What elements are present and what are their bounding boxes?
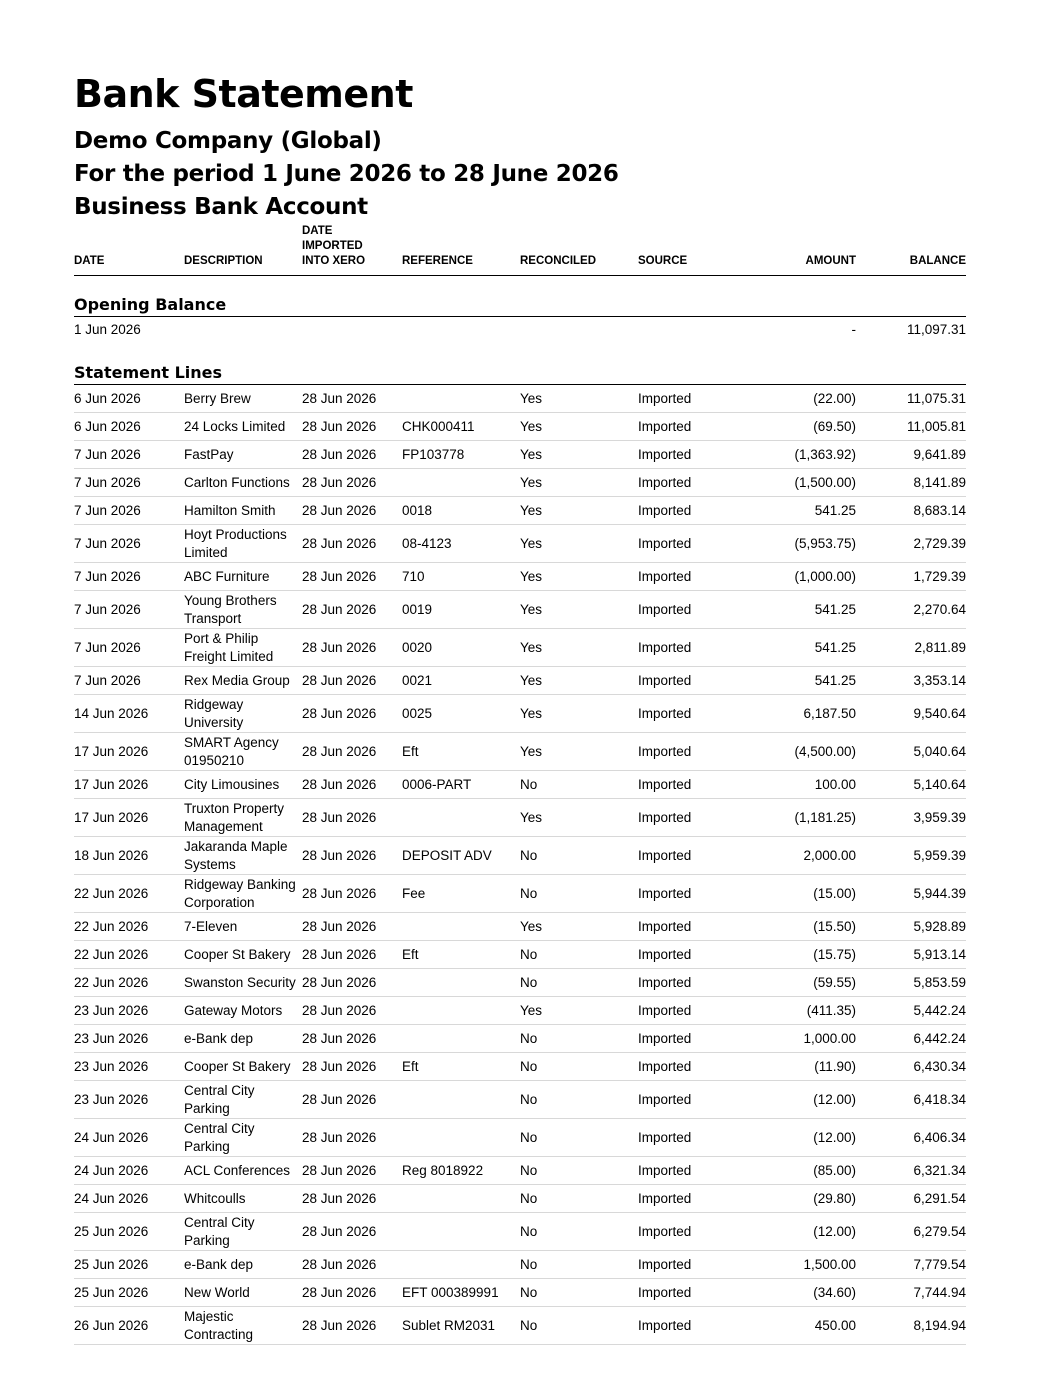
- line-reference: [402, 969, 520, 997]
- line-description: Cooper St Bakery: [184, 941, 302, 969]
- account-name: Business Bank Account: [74, 194, 368, 220]
- line-amount: (1,363.92): [738, 441, 856, 469]
- line-reconciled: Yes: [520, 563, 638, 591]
- line-amount: (5,953.75): [738, 525, 856, 563]
- table-row: [74, 1185, 966, 1213]
- line-reconciled: No: [520, 837, 638, 875]
- line-reference: [402, 1213, 520, 1251]
- line-source: Imported: [638, 997, 738, 1025]
- table-row: [74, 563, 966, 591]
- line-source: Imported: [638, 413, 738, 441]
- col-imported: DATE IMPORTED INTO XERO: [302, 225, 366, 267]
- line-description: Young Brothers Transport: [184, 591, 302, 629]
- line-source: Imported: [638, 591, 738, 629]
- line-balance: 6,279.54: [856, 1213, 966, 1251]
- line-reconciled: No: [520, 1025, 638, 1053]
- line-source: Imported: [638, 941, 738, 969]
- line-reference: DEPOSIT ADV: [402, 837, 520, 875]
- line-reconciled: Yes: [520, 913, 638, 941]
- line-reconciled: No: [520, 1185, 638, 1213]
- line-date: 25 Jun 2026: [74, 1279, 184, 1307]
- line-imported: 28 Jun 2026: [302, 1307, 402, 1345]
- line-imported: 28 Jun 2026: [302, 1185, 402, 1213]
- line-description: Ridgeway University: [184, 695, 302, 733]
- line-balance: 3,959.39: [856, 799, 966, 837]
- table-row: [74, 1081, 966, 1119]
- line-date: 14 Jun 2026: [74, 695, 184, 733]
- line-source: Imported: [638, 629, 738, 667]
- line-imported: 28 Jun 2026: [302, 1213, 402, 1251]
- line-reconciled: Yes: [520, 667, 638, 695]
- line-source: Imported: [638, 1081, 738, 1119]
- line-imported: 28 Jun 2026: [302, 799, 402, 837]
- line-balance: 11,075.31: [856, 385, 966, 413]
- line-source: Imported: [638, 695, 738, 733]
- line-date: 25 Jun 2026: [74, 1251, 184, 1279]
- line-description: Central City Parking: [184, 1081, 302, 1119]
- col-reference: REFERENCE: [402, 255, 473, 267]
- line-reconciled: No: [520, 1307, 638, 1345]
- line-amount: 541.25: [738, 629, 856, 667]
- line-reference: [402, 1119, 520, 1157]
- line-amount: 1,500.00: [738, 1251, 856, 1279]
- line-source: Imported: [638, 1251, 738, 1279]
- line-reconciled: Yes: [520, 441, 638, 469]
- line-reference: Fee: [402, 875, 520, 913]
- table-row: [74, 667, 966, 695]
- table-row: [74, 771, 966, 799]
- line-amount: (1,500.00): [738, 469, 856, 497]
- line-reconciled: No: [520, 1157, 638, 1185]
- line-amount: (12.00): [738, 1213, 856, 1251]
- line-reference: 0025: [402, 695, 520, 733]
- line-imported: 28 Jun 2026: [302, 441, 402, 469]
- line-date: 7 Jun 2026: [74, 667, 184, 695]
- col-source: SOURCE: [638, 255, 688, 267]
- line-source: Imported: [638, 913, 738, 941]
- line-amount: 541.25: [738, 591, 856, 629]
- line-balance: 5,853.59: [856, 969, 966, 997]
- table-row: [74, 591, 966, 629]
- line-date: 26 Jun 2026: [74, 1307, 184, 1345]
- line-balance: 5,959.39: [856, 837, 966, 875]
- line-amount: (59.55): [738, 969, 856, 997]
- line-date: 23 Jun 2026: [74, 1053, 184, 1081]
- line-balance: 1,729.39: [856, 563, 966, 591]
- line-reconciled: Yes: [520, 629, 638, 667]
- table-row: [74, 969, 966, 997]
- line-imported: 28 Jun 2026: [302, 497, 402, 525]
- line-date: 6 Jun 2026: [74, 385, 184, 413]
- line-amount: (85.00): [738, 1157, 856, 1185]
- line-imported: 28 Jun 2026: [302, 413, 402, 441]
- line-reconciled: No: [520, 941, 638, 969]
- line-reference: Sublet RM2031: [402, 1307, 520, 1345]
- line-balance: 9,641.89: [856, 441, 966, 469]
- line-date: 6 Jun 2026: [74, 413, 184, 441]
- line-imported: 28 Jun 2026: [302, 695, 402, 733]
- line-imported: 28 Jun 2026: [302, 1157, 402, 1185]
- line-description: Majestic Contracting: [184, 1307, 302, 1345]
- line-date: 23 Jun 2026: [74, 1081, 184, 1119]
- line-date: 7 Jun 2026: [74, 497, 184, 525]
- table-row: [74, 1279, 966, 1307]
- line-description: Truxton Property Management: [184, 799, 302, 837]
- line-amount: (4,500.00): [738, 733, 856, 771]
- line-source: Imported: [638, 1119, 738, 1157]
- line-source: Imported: [638, 1213, 738, 1251]
- line-source: Imported: [638, 875, 738, 913]
- statement-lines-heading: Statement Lines: [74, 343, 966, 385]
- line-imported: 28 Jun 2026: [302, 1251, 402, 1279]
- table-row: [74, 1025, 966, 1053]
- table-row: [74, 1213, 966, 1251]
- line-amount: 1,000.00: [738, 1025, 856, 1053]
- col-description: DESCRIPTION: [184, 255, 263, 267]
- line-source: Imported: [638, 771, 738, 799]
- line-balance: 5,928.89: [856, 913, 966, 941]
- col-amount: AMOUNT: [805, 255, 856, 267]
- line-amount: (1,000.00): [738, 563, 856, 591]
- line-reference: Reg 8018922: [402, 1157, 520, 1185]
- line-reference: [402, 1251, 520, 1279]
- line-reconciled: No: [520, 875, 638, 913]
- line-date: 7 Jun 2026: [74, 441, 184, 469]
- line-amount: (11.90): [738, 1053, 856, 1081]
- table-row: [74, 1251, 966, 1279]
- line-source: Imported: [638, 497, 738, 525]
- line-imported: 28 Jun 2026: [302, 733, 402, 771]
- table-row: [74, 1119, 966, 1157]
- opening-date: 1 Jun 2026: [74, 322, 141, 338]
- line-source: Imported: [638, 563, 738, 591]
- line-date: 25 Jun 2026: [74, 1213, 184, 1251]
- table-row: [74, 413, 966, 441]
- line-imported: 28 Jun 2026: [302, 1025, 402, 1053]
- line-date: 24 Jun 2026: [74, 1157, 184, 1185]
- line-reference: [402, 1025, 520, 1053]
- col-balance: BALANCE: [909, 255, 966, 267]
- line-reconciled: No: [520, 771, 638, 799]
- line-imported: 28 Jun 2026: [302, 1119, 402, 1157]
- line-reconciled: Yes: [520, 799, 638, 837]
- line-amount: 100.00: [738, 771, 856, 799]
- line-amount: (69.50): [738, 413, 856, 441]
- line-imported: 28 Jun 2026: [302, 875, 402, 913]
- line-balance: 2,811.89: [856, 629, 966, 667]
- report-subtitle: [74, 125, 966, 224]
- table-row: [74, 469, 966, 497]
- line-reconciled: No: [520, 1081, 638, 1119]
- line-balance: 6,418.34: [856, 1081, 966, 1119]
- line-reference: 08-4123: [402, 525, 520, 563]
- statement-table: [74, 224, 966, 1345]
- line-description: City Limousines: [184, 771, 302, 799]
- line-amount: 541.25: [738, 497, 856, 525]
- line-description: Port & Philip Freight Limited: [184, 629, 302, 667]
- table-row: [74, 875, 966, 913]
- line-imported: 28 Jun 2026: [302, 1053, 402, 1081]
- line-description: Gateway Motors: [184, 997, 302, 1025]
- line-description: Carlton Functions: [184, 469, 302, 497]
- line-amount: 541.25: [738, 667, 856, 695]
- line-description: Hamilton Smith: [184, 497, 302, 525]
- line-balance: 8,141.89: [856, 469, 966, 497]
- line-date: 24 Jun 2026: [74, 1185, 184, 1213]
- line-amount: (12.00): [738, 1081, 856, 1119]
- table-row: [74, 799, 966, 837]
- line-source: Imported: [638, 441, 738, 469]
- line-reconciled: No: [520, 1119, 638, 1157]
- col-reconciled: RECONCILED: [520, 255, 597, 267]
- line-description: ACL Conferences: [184, 1157, 302, 1185]
- line-balance: 5,913.14: [856, 941, 966, 969]
- page-title: Bank Statement: [74, 72, 413, 116]
- table-header: [74, 224, 966, 276]
- line-source: Imported: [638, 1025, 738, 1053]
- table-row: [74, 1307, 966, 1345]
- line-balance: 5,040.64: [856, 733, 966, 771]
- line-description: Central City Parking: [184, 1213, 302, 1251]
- line-reconciled: No: [520, 1251, 638, 1279]
- line-reference: [402, 1081, 520, 1119]
- line-reference: Eft: [402, 733, 520, 771]
- line-reconciled: Yes: [520, 525, 638, 563]
- line-reconciled: Yes: [520, 733, 638, 771]
- table-row: [74, 441, 966, 469]
- line-imported: 28 Jun 2026: [302, 771, 402, 799]
- line-balance: 6,321.34: [856, 1157, 966, 1185]
- line-balance: 6,291.54: [856, 1185, 966, 1213]
- line-date: 18 Jun 2026: [74, 837, 184, 875]
- line-amount: (15.50): [738, 913, 856, 941]
- line-description: Berry Brew: [184, 385, 302, 413]
- line-balance: 8,683.14: [856, 497, 966, 525]
- line-reconciled: Yes: [520, 591, 638, 629]
- line-source: Imported: [638, 1185, 738, 1213]
- line-balance: 6,430.34: [856, 1053, 966, 1081]
- line-imported: 28 Jun 2026: [302, 525, 402, 563]
- line-description: SMART Agency 01950210: [184, 733, 302, 771]
- line-reconciled: No: [520, 1279, 638, 1307]
- line-reconciled: No: [520, 1053, 638, 1081]
- line-balance: 7,744.94: [856, 1279, 966, 1307]
- line-imported: 28 Jun 2026: [302, 563, 402, 591]
- line-date: 7 Jun 2026: [74, 469, 184, 497]
- line-date: 7 Jun 2026: [74, 591, 184, 629]
- table-row: [74, 997, 966, 1025]
- opening-balance: 11,097.31: [906, 322, 966, 338]
- line-reference: CHK000411: [402, 413, 520, 441]
- line-imported: 28 Jun 2026: [302, 469, 402, 497]
- line-description: e-Bank dep: [184, 1251, 302, 1279]
- line-description: Hoyt Productions Limited: [184, 525, 302, 563]
- line-source: Imported: [638, 837, 738, 875]
- line-date: 22 Jun 2026: [74, 913, 184, 941]
- line-date: 17 Jun 2026: [74, 733, 184, 771]
- line-reference: 0019: [402, 591, 520, 629]
- line-source: Imported: [638, 1157, 738, 1185]
- line-balance: 6,442.24: [856, 1025, 966, 1053]
- line-amount: 450.00: [738, 1307, 856, 1345]
- line-description: e-Bank dep: [184, 1025, 302, 1053]
- line-imported: 28 Jun 2026: [302, 591, 402, 629]
- line-source: Imported: [638, 1307, 738, 1345]
- line-reference: 0018: [402, 497, 520, 525]
- table-row: [74, 941, 966, 969]
- line-description: 7-Eleven: [184, 913, 302, 941]
- line-balance: 2,729.39: [856, 525, 966, 563]
- line-reference: [402, 997, 520, 1025]
- line-date: 24 Jun 2026: [74, 1119, 184, 1157]
- line-source: Imported: [638, 799, 738, 837]
- line-amount: (1,181.25): [738, 799, 856, 837]
- line-description: Central City Parking: [184, 1119, 302, 1157]
- line-balance: 5,140.64: [856, 771, 966, 799]
- table-row: [74, 695, 966, 733]
- table-row: [74, 1157, 966, 1185]
- report-period: For the period 1 June 2026 to 28 June 2026: [74, 161, 619, 187]
- table-row: [74, 497, 966, 525]
- line-reference: [402, 913, 520, 941]
- table-row: [74, 837, 966, 875]
- line-description: Swanston Security: [184, 969, 302, 997]
- line-source: Imported: [638, 1279, 738, 1307]
- line-amount: (15.75): [738, 941, 856, 969]
- line-amount: (12.00): [738, 1119, 856, 1157]
- opening-balance-row: [74, 317, 966, 344]
- line-imported: 28 Jun 2026: [302, 941, 402, 969]
- line-imported: 28 Jun 2026: [302, 667, 402, 695]
- line-balance: 9,540.64: [856, 695, 966, 733]
- line-date: 7 Jun 2026: [74, 563, 184, 591]
- line-reconciled: Yes: [520, 385, 638, 413]
- line-reconciled: Yes: [520, 469, 638, 497]
- line-description: 24 Locks Limited: [184, 413, 302, 441]
- col-date: DATE: [74, 255, 105, 267]
- line-source: Imported: [638, 1053, 738, 1081]
- line-reference: [402, 469, 520, 497]
- line-balance: 7,779.54: [856, 1251, 966, 1279]
- line-reconciled: Yes: [520, 997, 638, 1025]
- line-reference: Eft: [402, 941, 520, 969]
- line-reference: 0020: [402, 629, 520, 667]
- line-description: FastPay: [184, 441, 302, 469]
- line-date: 17 Jun 2026: [74, 799, 184, 837]
- table-row: [74, 385, 966, 413]
- line-imported: 28 Jun 2026: [302, 1081, 402, 1119]
- line-reference: [402, 799, 520, 837]
- line-description: New World: [184, 1279, 302, 1307]
- line-imported: 28 Jun 2026: [302, 1279, 402, 1307]
- line-amount: (15.00): [738, 875, 856, 913]
- line-imported: 28 Jun 2026: [302, 913, 402, 941]
- line-date: 7 Jun 2026: [74, 525, 184, 563]
- line-balance: 8,194.94: [856, 1307, 966, 1345]
- line-reconciled: Yes: [520, 497, 638, 525]
- line-reconciled: Yes: [520, 695, 638, 733]
- line-source: Imported: [638, 733, 738, 771]
- line-reference: [402, 385, 520, 413]
- line-source: Imported: [638, 667, 738, 695]
- line-balance: 6,406.34: [856, 1119, 966, 1157]
- line-amount: (411.35): [738, 997, 856, 1025]
- line-date: 22 Jun 2026: [74, 969, 184, 997]
- table-row: [74, 629, 966, 667]
- line-amount: (34.60): [738, 1279, 856, 1307]
- line-balance: 11,005.81: [856, 413, 966, 441]
- line-amount: 6,187.50: [738, 695, 856, 733]
- line-reference: 0006-PART: [402, 771, 520, 799]
- line-description: ABC Furniture: [184, 563, 302, 591]
- line-reference: FP103778: [402, 441, 520, 469]
- line-source: Imported: [638, 525, 738, 563]
- line-date: 22 Jun 2026: [74, 875, 184, 913]
- line-amount: (22.00): [738, 385, 856, 413]
- line-description: Whitcoulls: [184, 1185, 302, 1213]
- line-reference: 710: [402, 563, 520, 591]
- line-imported: 28 Jun 2026: [302, 385, 402, 413]
- line-description: Cooper St Bakery: [184, 1053, 302, 1081]
- table-row: [74, 525, 966, 563]
- line-balance: 3,353.14: [856, 667, 966, 695]
- line-reconciled: Yes: [520, 413, 638, 441]
- line-reconciled: No: [520, 1213, 638, 1251]
- line-source: Imported: [638, 969, 738, 997]
- line-imported: 28 Jun 2026: [302, 837, 402, 875]
- line-balance: 5,944.39: [856, 875, 966, 913]
- line-source: Imported: [638, 469, 738, 497]
- line-imported: 28 Jun 2026: [302, 969, 402, 997]
- opening-balance-heading: Opening Balance: [74, 276, 966, 317]
- line-description: Ridgeway Banking Corporation: [184, 875, 302, 913]
- line-reference: 0021: [402, 667, 520, 695]
- line-reference: EFT 000389991: [402, 1279, 520, 1307]
- line-amount: (29.80): [738, 1185, 856, 1213]
- table-row: [74, 733, 966, 771]
- table-row: [74, 1053, 966, 1081]
- line-imported: 28 Jun 2026: [302, 997, 402, 1025]
- line-reconciled: No: [520, 969, 638, 997]
- line-date: 17 Jun 2026: [74, 771, 184, 799]
- line-imported: 28 Jun 2026: [302, 629, 402, 667]
- line-date: 22 Jun 2026: [74, 941, 184, 969]
- line-reference: [402, 1185, 520, 1213]
- line-balance: 2,270.64: [856, 591, 966, 629]
- line-amount: 2,000.00: [738, 837, 856, 875]
- table-row: [74, 913, 966, 941]
- line-date: 23 Jun 2026: [74, 1025, 184, 1053]
- line-source: Imported: [638, 385, 738, 413]
- line-description: Rex Media Group: [184, 667, 302, 695]
- opening-amount: -: [851, 322, 856, 338]
- line-description: Jakaranda Maple Systems: [184, 837, 302, 875]
- line-balance: 5,442.24: [856, 997, 966, 1025]
- line-date: 23 Jun 2026: [74, 997, 184, 1025]
- company-name: Demo Company (Global): [74, 128, 382, 154]
- line-date: 7 Jun 2026: [74, 629, 184, 667]
- line-reference: Eft: [402, 1053, 520, 1081]
